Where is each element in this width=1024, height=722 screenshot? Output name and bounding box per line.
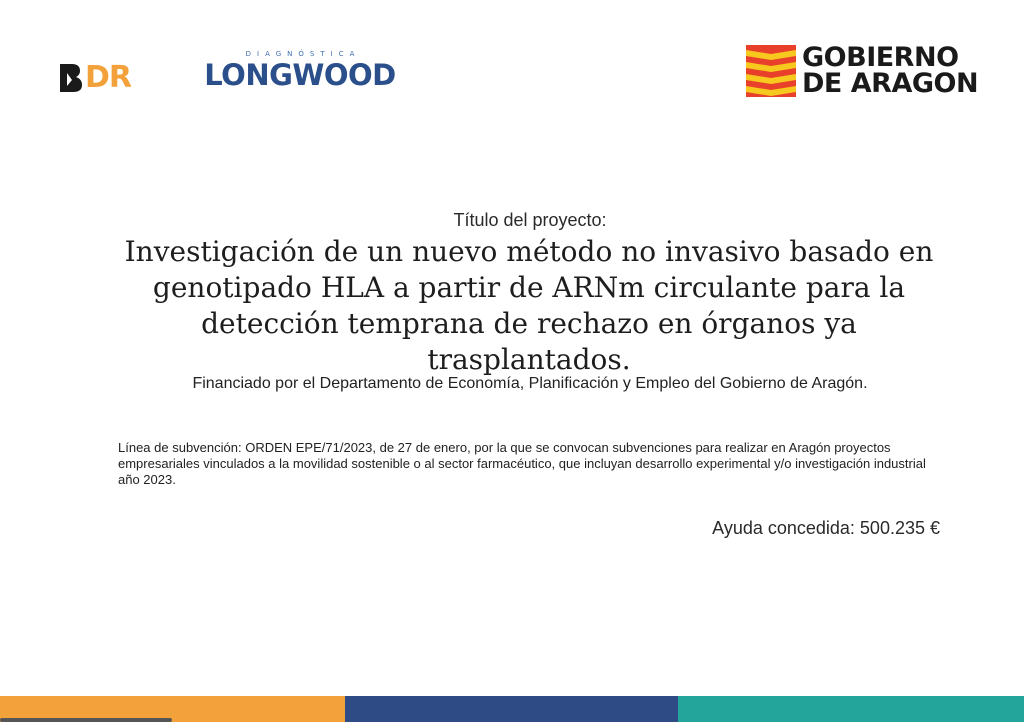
- footer-bar-teal: [678, 696, 1024, 722]
- longwood-logo: [197, 50, 403, 90]
- project-label: Título del proyecto:: [453, 210, 607, 230]
- bdr-b-icon: [58, 62, 84, 94]
- project-title: Investigación de un nuevo método no invasivo basado en genotipado HLA a partir de ARNm circulante para la detección temprana de rechazo en órganos ya trasplantados.: [124, 235, 934, 376]
- aragon-flag-icon: [746, 45, 796, 97]
- bdr-logo-text: DR: [85, 60, 132, 95]
- funding-statement: Financiado por el Departamento de Economía, Planificación y Empleo del Gobierno de Aragón.: [192, 375, 868, 392]
- aid-granted: Ayuda concedida: 500.235 €: [712, 518, 940, 538]
- bdr-logo: [58, 62, 131, 94]
- subsidy-line: Línea de subvención: ORDEN EPE/71/2023, de 27 de enero, por la que se convocan subvenciones para realizar en Aragón proyectos empresariales vinculados a la movilidad sostenible o al sector farmacéutico, que incluyan desarrollo experimental y/o investigación industrial año 2023.: [118, 440, 926, 487]
- longwood-name: LONGWOOD: [204, 58, 396, 92]
- longwood-subtitle: DIAGNÓSTICA: [245, 50, 361, 58]
- aragon-line-2: DE ARAGON: [802, 68, 979, 99]
- footer-bar-blue: [345, 696, 678, 722]
- gobierno-aragon-logo: [746, 42, 979, 99]
- aragon-line-1: GOBIERNO: [802, 42, 959, 73]
- gobierno-aragon-text: [802, 42, 979, 99]
- scrollbar-thumb[interactable]: [0, 718, 172, 722]
